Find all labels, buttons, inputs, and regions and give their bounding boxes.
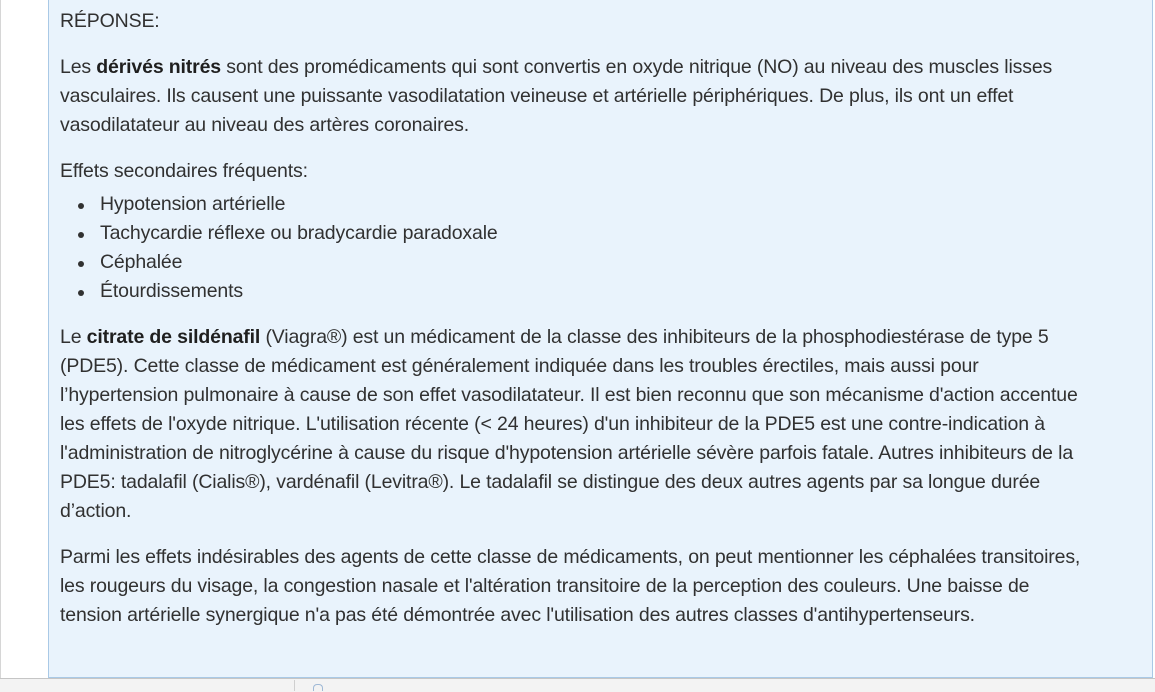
bottom-toolbar-divider — [294, 680, 295, 691]
sildenafil-term: citrate de sildénafil — [86, 326, 261, 348]
nitrates-paragraph — [60, 53, 1095, 140]
side-effects-intro: Effets secondaires fréquents: — [60, 160, 308, 182]
sildenafil-text-before: Le — [60, 326, 87, 348]
answer-heading: RÉPONSE: — [60, 10, 160, 32]
nitrates-term: dérivés nitrés — [96, 56, 221, 78]
sildenafil-paragraph — [60, 323, 1095, 526]
side-effects-list — [60, 190, 1152, 306]
side-effect-item: Tachycardie réflexe ou bradycardie paradoxale — [100, 219, 1152, 248]
partial-toolbar-icon[interactable] — [313, 684, 323, 691]
bottom-toolbar — [0, 678, 1155, 692]
adverse-effects-paragraph: Parmi les effets indésirables des agents de cette classe de médicaments, on peut mentionner les céphalées transitoires, les rougeurs du visage, la congestion nasale et l'altération transitoire de la perception des couleurs. Une baisse de tension artérielle synergique n'a pas été démontrée avec l'utilisation des autres classes d'antihypertenseurs. — [60, 546, 1081, 626]
side-effect-item: Étourdissements — [100, 277, 1152, 306]
side-effect-item: Hypotension artérielle — [100, 190, 1152, 219]
answer-panel — [48, 0, 1153, 678]
page-left-border — [0, 0, 1, 680]
nitrates-text-before: Les — [60, 56, 97, 78]
side-effect-item: Céphalée — [100, 248, 1152, 277]
nitrates-text-after: sont des promédicaments qui sont convertis en oxyde nitrique (NO) au niveau des muscles lisses vasculaires. Ils causent une puissante vasodilatation veineuse et artérielle périphériques. De plus, ils ont un effet vasodilatateur au niveau des artères coronaires. — [60, 56, 1053, 136]
sildenafil-text-after: (Viagra®) est un médicament de la classe des inhibiteurs de la phosphodiestérase de type 5 (PDE5). Cette classe de médicament est généralement indiquée dans les troubles érectiles, mais aussi pour l’hypertension pulmonaire à cause de son effet vasodilatateur. Il est bien reconnu que son mécanisme d'action accentue les effets de l'oxyde nitrique. L'utilisation récente (< 24 heures) d'un inhibiteur de la PDE5 est une contre-indication à l'administration de nitroglycérine à cause du risque d'hypotension artérielle sévère parfois fatale. Autres inhibiteurs de la PDE5: tadalafil (Cialis®), vardénafil (Levitra®). Le tadalafil se distingue des deux autres agents par sa longue durée d’action. — [60, 326, 1078, 522]
